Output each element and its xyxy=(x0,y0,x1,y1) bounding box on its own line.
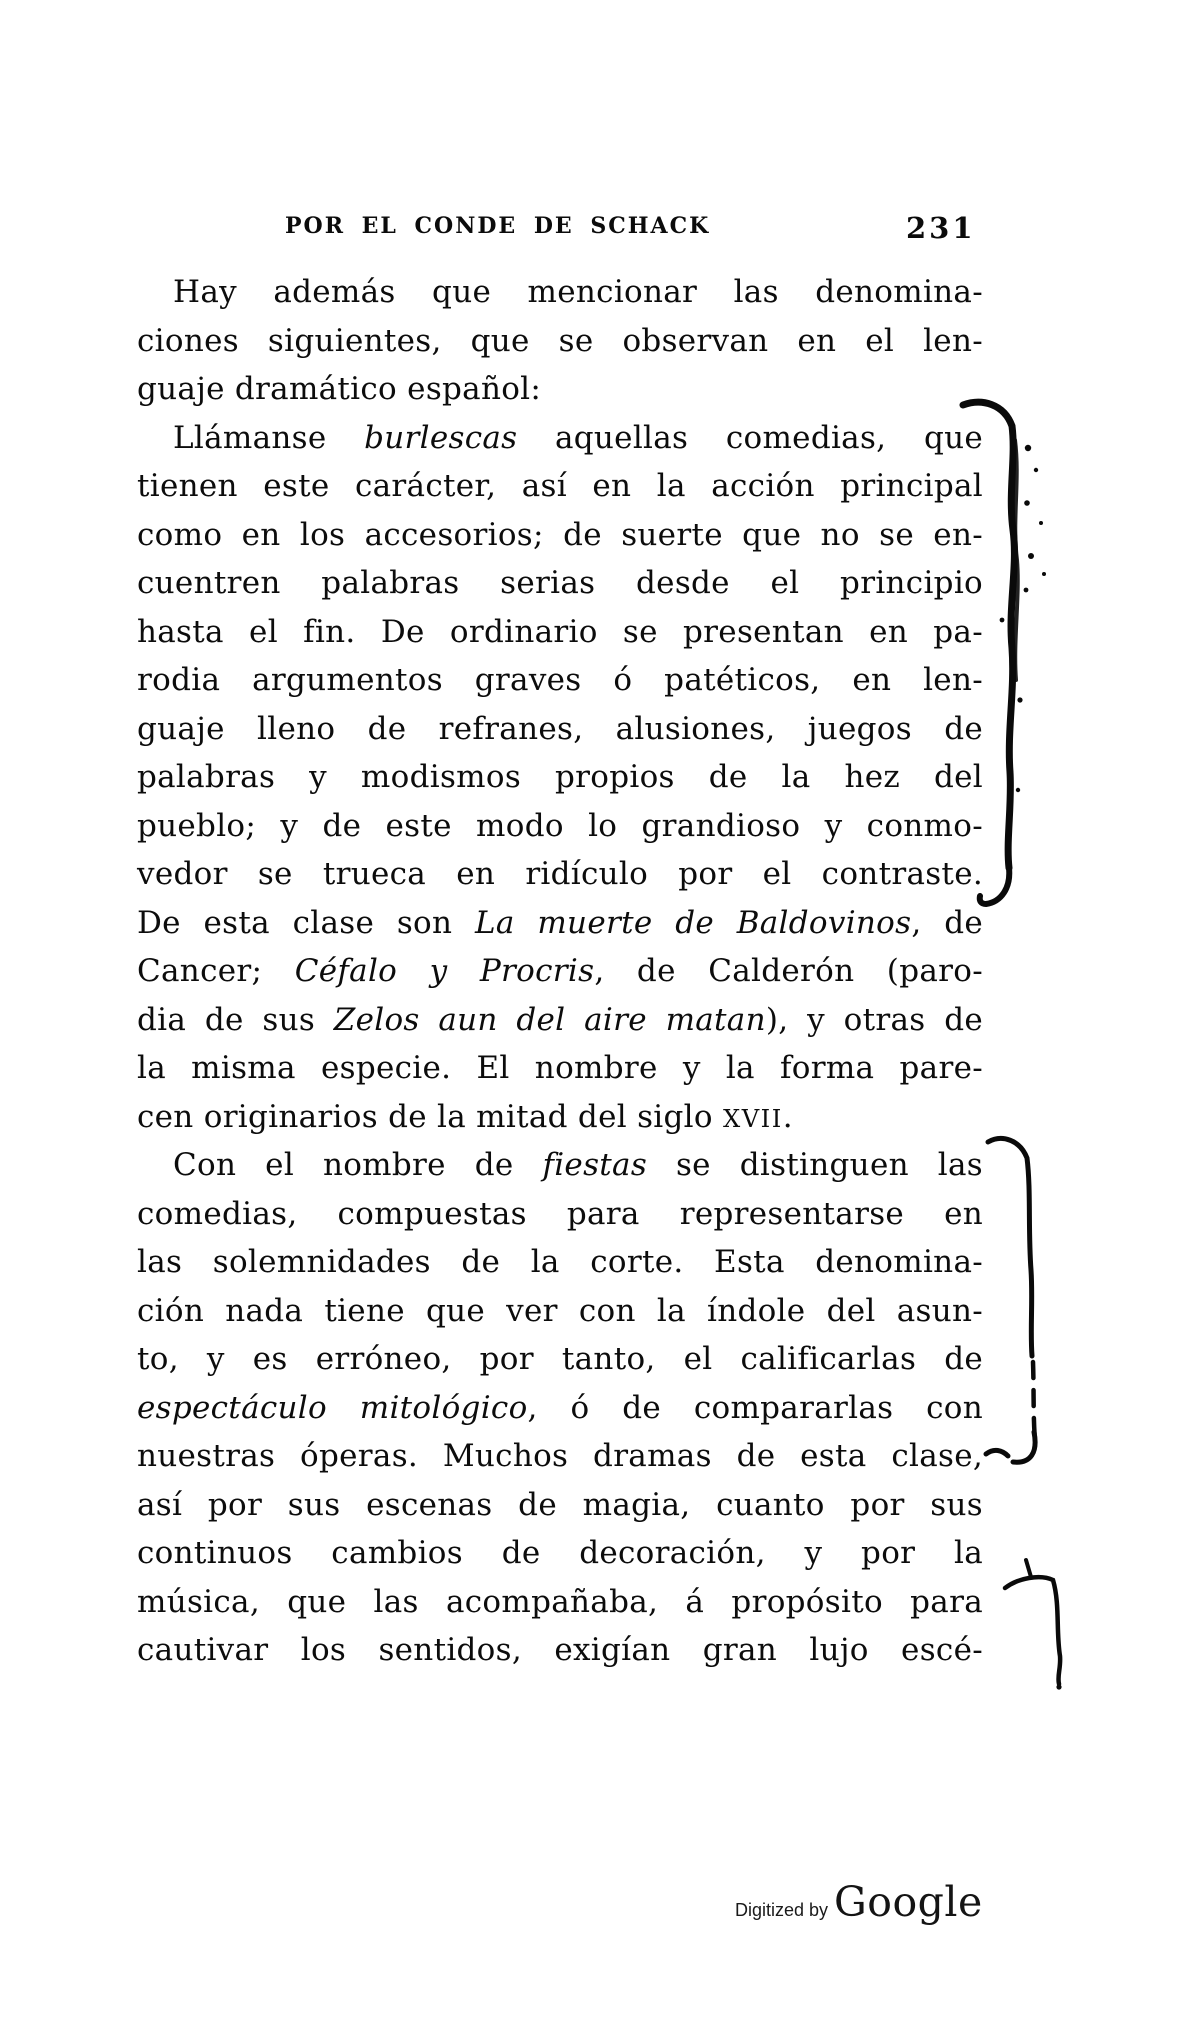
text-segment: palabras y modismos propios de la hez del xyxy=(137,759,983,795)
text-segment: dia de sus xyxy=(137,1001,334,1038)
text-line xyxy=(137,1432,983,1481)
text-line xyxy=(137,656,983,705)
text-segment-smallcaps: XVII xyxy=(723,1104,783,1133)
text-line xyxy=(137,365,983,414)
text-segment: , de Calderón (paro- xyxy=(594,953,983,989)
digitized-by-label: Digitized by xyxy=(735,1900,829,1920)
text-segment: guaje dramático español: xyxy=(137,371,542,407)
text-line xyxy=(137,899,983,948)
text-line xyxy=(137,753,983,802)
text-line xyxy=(137,462,983,511)
text-segment-italic: burlescas xyxy=(364,419,518,456)
text-segment: De esta clase son xyxy=(137,904,475,941)
text-segment: ciones siguientes, que se observan en el len- xyxy=(137,322,983,359)
text-segment: tienen este carácter, así en la acción principal xyxy=(137,468,983,504)
text-line xyxy=(137,947,983,996)
text-line xyxy=(137,1287,983,1336)
pen-bracket-2 xyxy=(986,1139,1035,1463)
text-segment: hasta el fin. De ordinario se presentan en pa- xyxy=(137,613,983,650)
page-number: 231 xyxy=(906,211,976,245)
text-segment: to, y es erróneo, por tanto, el calificarlas de xyxy=(137,1341,983,1377)
text-segment: Llámanse xyxy=(173,419,365,456)
text-line xyxy=(137,1093,983,1142)
text-segment: rodia argumentos graves ó patéticos, en len- xyxy=(137,662,983,698)
google-logo: Google xyxy=(834,1878,983,1926)
text-segment: cuentren palabras serias desde el principio xyxy=(137,565,983,601)
text-segment: la misma especie. El nombre y la forma pare- xyxy=(137,1050,983,1086)
text-line xyxy=(137,802,983,851)
text-segment: nuestras óperas. Muchos dramas de esta clase, xyxy=(137,1438,983,1474)
text-segment: continuos cambios de decoración, y por la xyxy=(137,1535,983,1571)
text-segment: . xyxy=(782,1098,793,1135)
text-line xyxy=(137,1335,983,1384)
text-line xyxy=(137,1238,983,1287)
text-line xyxy=(137,559,983,608)
text-segment: comedias, compuestas para representarse en xyxy=(137,1195,983,1232)
text-segment: aquellas comedias, que xyxy=(517,419,983,456)
text-segment: se distinguen las xyxy=(647,1147,983,1183)
text-segment-italic: Céfalo y Procris xyxy=(294,953,595,989)
text-segment: Hay además que mencionar las denomina- xyxy=(173,274,983,310)
text-line xyxy=(137,1190,983,1239)
running-header: POR EL CONDE DE SCHACK xyxy=(285,213,711,239)
text-segment: Cancer; xyxy=(137,953,295,989)
text-line xyxy=(137,608,983,657)
text-line xyxy=(137,996,983,1045)
text-line xyxy=(137,1384,983,1433)
text-segment: cautivar los sentidos, exigían gran lujo escé- xyxy=(137,1632,983,1668)
text-segment: música, que las acompañaba, á propósito para xyxy=(137,1583,983,1620)
text-segment-italic: Zelos aun del aire matan xyxy=(333,1001,766,1038)
text-line xyxy=(137,1141,983,1190)
pen-bracket-3 xyxy=(1005,1560,1062,1690)
text-segment: como en los accesorios; de suerte que no se en- xyxy=(137,516,983,553)
text-segment: vedor se trueca en ridículo por el contraste. xyxy=(137,856,983,892)
text-segment: ción nada tiene que ver con la índole del asun- xyxy=(137,1292,983,1329)
text-line xyxy=(137,1044,983,1093)
text-line xyxy=(137,268,983,317)
text-line xyxy=(137,414,983,463)
text-segment: así por sus escenas de magia, cuanto por sus xyxy=(137,1486,983,1523)
text-line xyxy=(137,1529,983,1578)
text-segment: pueblo; y de este modo lo grandioso y conmo- xyxy=(137,807,983,844)
text-line xyxy=(137,1626,983,1675)
watermark xyxy=(735,1878,983,1926)
text-segment-italic: espectáculo mitológico xyxy=(137,1389,528,1426)
text-segment: , de xyxy=(911,904,983,941)
text-line xyxy=(137,1578,983,1627)
text-line xyxy=(137,511,983,560)
text-segment: Con el nombre de xyxy=(173,1147,543,1183)
text-segment-italic: La muerte de Baldovinos xyxy=(474,904,912,941)
text-line xyxy=(137,1481,983,1530)
text-segment-italic: fiestas xyxy=(542,1147,648,1183)
text-segment: cen originarios de la mitad del siglo xyxy=(137,1098,723,1135)
text-block xyxy=(137,268,983,1675)
text-segment: las solemnidades de la corte. Esta denomina- xyxy=(137,1244,983,1280)
text-segment: guaje lleno de refranes, alusiones, juegos de xyxy=(137,710,983,747)
text-line xyxy=(137,705,983,754)
text-segment: , ó de compararlas con xyxy=(527,1389,983,1426)
text-segment: ), y otras de xyxy=(765,1001,983,1038)
text-line xyxy=(137,850,983,899)
text-line xyxy=(137,317,983,366)
